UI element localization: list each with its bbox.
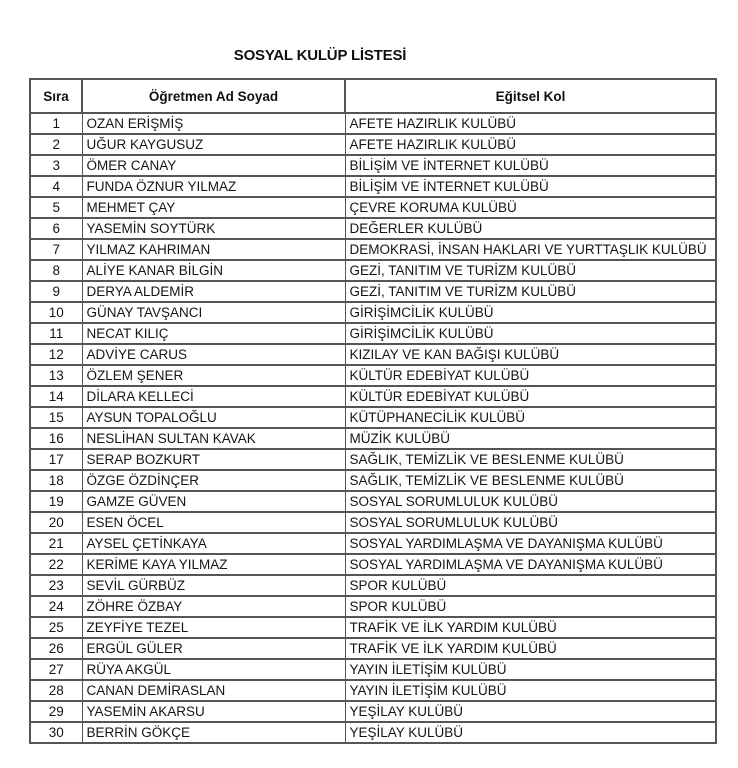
teacher-name-cell: ÖMER CANAY bbox=[82, 155, 345, 176]
row-number-cell: 23 bbox=[30, 575, 82, 596]
club-name-cell: ÇEVRE KORUMA KULÜBÜ bbox=[345, 197, 716, 218]
table-row bbox=[30, 638, 716, 659]
table-row bbox=[30, 113, 716, 134]
club-name-cell: SPOR KULÜBÜ bbox=[345, 596, 716, 617]
row-number-cell: 13 bbox=[30, 365, 82, 386]
club-name-cell: SAĞLIK, TEMİZLİK VE BESLENME KULÜBÜ bbox=[345, 470, 716, 491]
club-name-cell: KIZILAY VE KAN BAĞIŞI KULÜBÜ bbox=[345, 344, 716, 365]
table-row bbox=[30, 134, 716, 155]
row-number-cell: 21 bbox=[30, 533, 82, 554]
club-name-cell: GİRİŞİMCİLİK KULÜBÜ bbox=[345, 323, 716, 344]
teacher-name-cell: OZAN ERİŞMİŞ bbox=[82, 113, 345, 134]
row-number-cell: 4 bbox=[30, 176, 82, 197]
row-number-cell: 12 bbox=[30, 344, 82, 365]
teacher-name-cell: ADVİYE CARUS bbox=[82, 344, 345, 365]
table-row bbox=[30, 659, 716, 680]
club-name-cell: SOSYAL SORUMLULUK KULÜBÜ bbox=[345, 512, 716, 533]
table-row bbox=[30, 323, 716, 344]
club-name-cell: GEZİ, TANITIM VE TURİZM KULÜBÜ bbox=[345, 260, 716, 281]
row-number-cell: 9 bbox=[30, 281, 82, 302]
table-row bbox=[30, 449, 716, 470]
row-number-cell: 8 bbox=[30, 260, 82, 281]
row-number-cell: 5 bbox=[30, 197, 82, 218]
table-row bbox=[30, 491, 716, 512]
teacher-name-cell: ÖZGE ÖZDİNÇER bbox=[82, 470, 345, 491]
row-number-cell: 30 bbox=[30, 722, 82, 743]
club-name-cell: BİLİŞİM VE İNTERNET KULÜBÜ bbox=[345, 155, 716, 176]
club-name-cell: YAYIN İLETİŞİM KULÜBÜ bbox=[345, 659, 716, 680]
club-name-cell: GEZİ, TANITIM VE TURİZM KULÜBÜ bbox=[345, 281, 716, 302]
club-table-body bbox=[30, 113, 716, 743]
table-row bbox=[30, 302, 716, 323]
club-name-cell: DEMOKRASİ, İNSAN HAKLARI VE YURTTAŞLIK KULÜBÜ bbox=[345, 239, 716, 260]
club-name-cell: DEĞERLER KULÜBÜ bbox=[345, 218, 716, 239]
table-row bbox=[30, 281, 716, 302]
teacher-name-cell: SEVİL GÜRBÜZ bbox=[82, 575, 345, 596]
table-row bbox=[30, 260, 716, 281]
teacher-name-cell: FUNDA ÖZNUR YILMAZ bbox=[82, 176, 345, 197]
club-name-cell: GİRİŞİMCİLİK KULÜBÜ bbox=[345, 302, 716, 323]
row-number-cell: 1 bbox=[30, 113, 82, 134]
teacher-name-cell: ZÖHRE ÖZBAY bbox=[82, 596, 345, 617]
row-number-cell: 11 bbox=[30, 323, 82, 344]
social-club-table bbox=[29, 78, 717, 744]
row-number-cell: 16 bbox=[30, 428, 82, 449]
teacher-name-cell: NESLİHAN SULTAN KAVAK bbox=[82, 428, 345, 449]
table-row bbox=[30, 344, 716, 365]
page-title: SOSYAL KULÜP LİSTESİ bbox=[233, 47, 407, 64]
table-row bbox=[30, 596, 716, 617]
teacher-name-cell: KERİME KAYA YILMAZ bbox=[82, 554, 345, 575]
club-name-cell: KÜTÜPHANECİLİK KULÜBÜ bbox=[345, 407, 716, 428]
table-row bbox=[30, 617, 716, 638]
teacher-name-cell: YILMAZ KAHRIMAN bbox=[82, 239, 345, 260]
teacher-name-cell: YASEMİN AKARSU bbox=[82, 701, 345, 722]
row-number-cell: 18 bbox=[30, 470, 82, 491]
teacher-name-cell: RÜYA AKGÜL bbox=[82, 659, 345, 680]
table-row bbox=[30, 365, 716, 386]
row-number-cell: 28 bbox=[30, 680, 82, 701]
table-row bbox=[30, 701, 716, 722]
club-name-cell: KÜLTÜR EDEBİYAT KULÜBÜ bbox=[345, 386, 716, 407]
row-number-cell: 10 bbox=[30, 302, 82, 323]
teacher-name-cell: UĞUR KAYGUSUZ bbox=[82, 134, 345, 155]
club-name-cell: YEŞİLAY KULÜBÜ bbox=[345, 701, 716, 722]
table-row bbox=[30, 155, 716, 176]
table-row bbox=[30, 239, 716, 260]
club-name-cell: AFETE HAZIRLIK KULÜBÜ bbox=[345, 113, 716, 134]
table-row bbox=[30, 407, 716, 428]
club-name-cell: MÜZİK KULÜBÜ bbox=[345, 428, 716, 449]
row-number-cell: 22 bbox=[30, 554, 82, 575]
teacher-name-cell: AYSUN TOPALOĞLU bbox=[82, 407, 345, 428]
table-row bbox=[30, 218, 716, 239]
table-row bbox=[30, 470, 716, 491]
club-name-cell: KÜLTÜR EDEBİYAT KULÜBÜ bbox=[345, 365, 716, 386]
row-number-cell: 6 bbox=[30, 218, 82, 239]
table-row bbox=[30, 176, 716, 197]
club-name-cell: SOSYAL SORUMLULUK KULÜBÜ bbox=[345, 491, 716, 512]
club-name-cell: SPOR KULÜBÜ bbox=[345, 575, 716, 596]
table-row bbox=[30, 533, 716, 554]
club-name-cell: AFETE HAZIRLIK KULÜBÜ bbox=[345, 134, 716, 155]
table-row bbox=[30, 680, 716, 701]
row-number-cell: 20 bbox=[30, 512, 82, 533]
table-row bbox=[30, 554, 716, 575]
row-number-cell: 17 bbox=[30, 449, 82, 470]
club-name-cell: YAYIN İLETİŞİM KULÜBÜ bbox=[345, 680, 716, 701]
club-name-cell: BİLİŞİM VE İNTERNET KULÜBÜ bbox=[345, 176, 716, 197]
teacher-name-cell: ZEYFİYE TEZEL bbox=[82, 617, 345, 638]
row-number-cell: 27 bbox=[30, 659, 82, 680]
teacher-name-cell: YASEMİN SOYTÜRK bbox=[82, 218, 345, 239]
club-name-cell: TRAFİK VE İLK YARDIM KULÜBÜ bbox=[345, 638, 716, 659]
teacher-name-cell: ESEN ÖCEL bbox=[82, 512, 345, 533]
row-number-cell: 15 bbox=[30, 407, 82, 428]
teacher-name-cell: MEHMET ÇAY bbox=[82, 197, 345, 218]
club-name-cell: TRAFİK VE İLK YARDIM KULÜBÜ bbox=[345, 617, 716, 638]
row-number-cell: 29 bbox=[30, 701, 82, 722]
row-number-cell: 7 bbox=[30, 239, 82, 260]
teacher-name-cell: BERRİN GÖKÇE bbox=[82, 722, 345, 743]
column-header-club: Eğitsel Kol bbox=[345, 79, 716, 113]
table-row bbox=[30, 722, 716, 743]
row-number-cell: 25 bbox=[30, 617, 82, 638]
teacher-name-cell: DERYA ALDEMİR bbox=[82, 281, 345, 302]
table-row bbox=[30, 575, 716, 596]
teacher-name-cell: ÖZLEM ŞENER bbox=[82, 365, 345, 386]
column-header-teacher-name: Öğretmen Ad Soyad bbox=[82, 79, 345, 113]
teacher-name-cell: ALİYE KANAR BİLGİN bbox=[82, 260, 345, 281]
row-number-cell: 14 bbox=[30, 386, 82, 407]
row-number-cell: 24 bbox=[30, 596, 82, 617]
teacher-name-cell: SERAP BOZKURT bbox=[82, 449, 345, 470]
row-number-cell: 26 bbox=[30, 638, 82, 659]
teacher-name-cell: NECAT KILIÇ bbox=[82, 323, 345, 344]
teacher-name-cell: DİLARA KELLECİ bbox=[82, 386, 345, 407]
club-name-cell: SOSYAL YARDIMLAŞMA VE DAYANIŞMA KULÜBÜ bbox=[345, 554, 716, 575]
row-number-cell: 19 bbox=[30, 491, 82, 512]
row-number-cell: 3 bbox=[30, 155, 82, 176]
teacher-name-cell: GÜNAY TAVŞANCI bbox=[82, 302, 345, 323]
table-row bbox=[30, 197, 716, 218]
table-header-row bbox=[30, 79, 716, 113]
table-row bbox=[30, 386, 716, 407]
teacher-name-cell: ERGÜL GÜLER bbox=[82, 638, 345, 659]
row-number-cell: 2 bbox=[30, 134, 82, 155]
table-header bbox=[30, 79, 716, 113]
club-name-cell: SOSYAL YARDIMLAŞMA VE DAYANIŞMA KULÜBÜ bbox=[345, 533, 716, 554]
column-header-sira: Sıra bbox=[30, 79, 82, 113]
table-row bbox=[30, 428, 716, 449]
teacher-name-cell: AYSEL ÇETİNKAYA bbox=[82, 533, 345, 554]
teacher-name-cell: GAMZE GÜVEN bbox=[82, 491, 345, 512]
club-name-cell: YEŞİLAY KULÜBÜ bbox=[345, 722, 716, 743]
teacher-name-cell: CANAN DEMİRASLAN bbox=[82, 680, 345, 701]
club-name-cell: SAĞLIK, TEMİZLİK VE BESLENME KULÜBÜ bbox=[345, 449, 716, 470]
table-row bbox=[30, 512, 716, 533]
